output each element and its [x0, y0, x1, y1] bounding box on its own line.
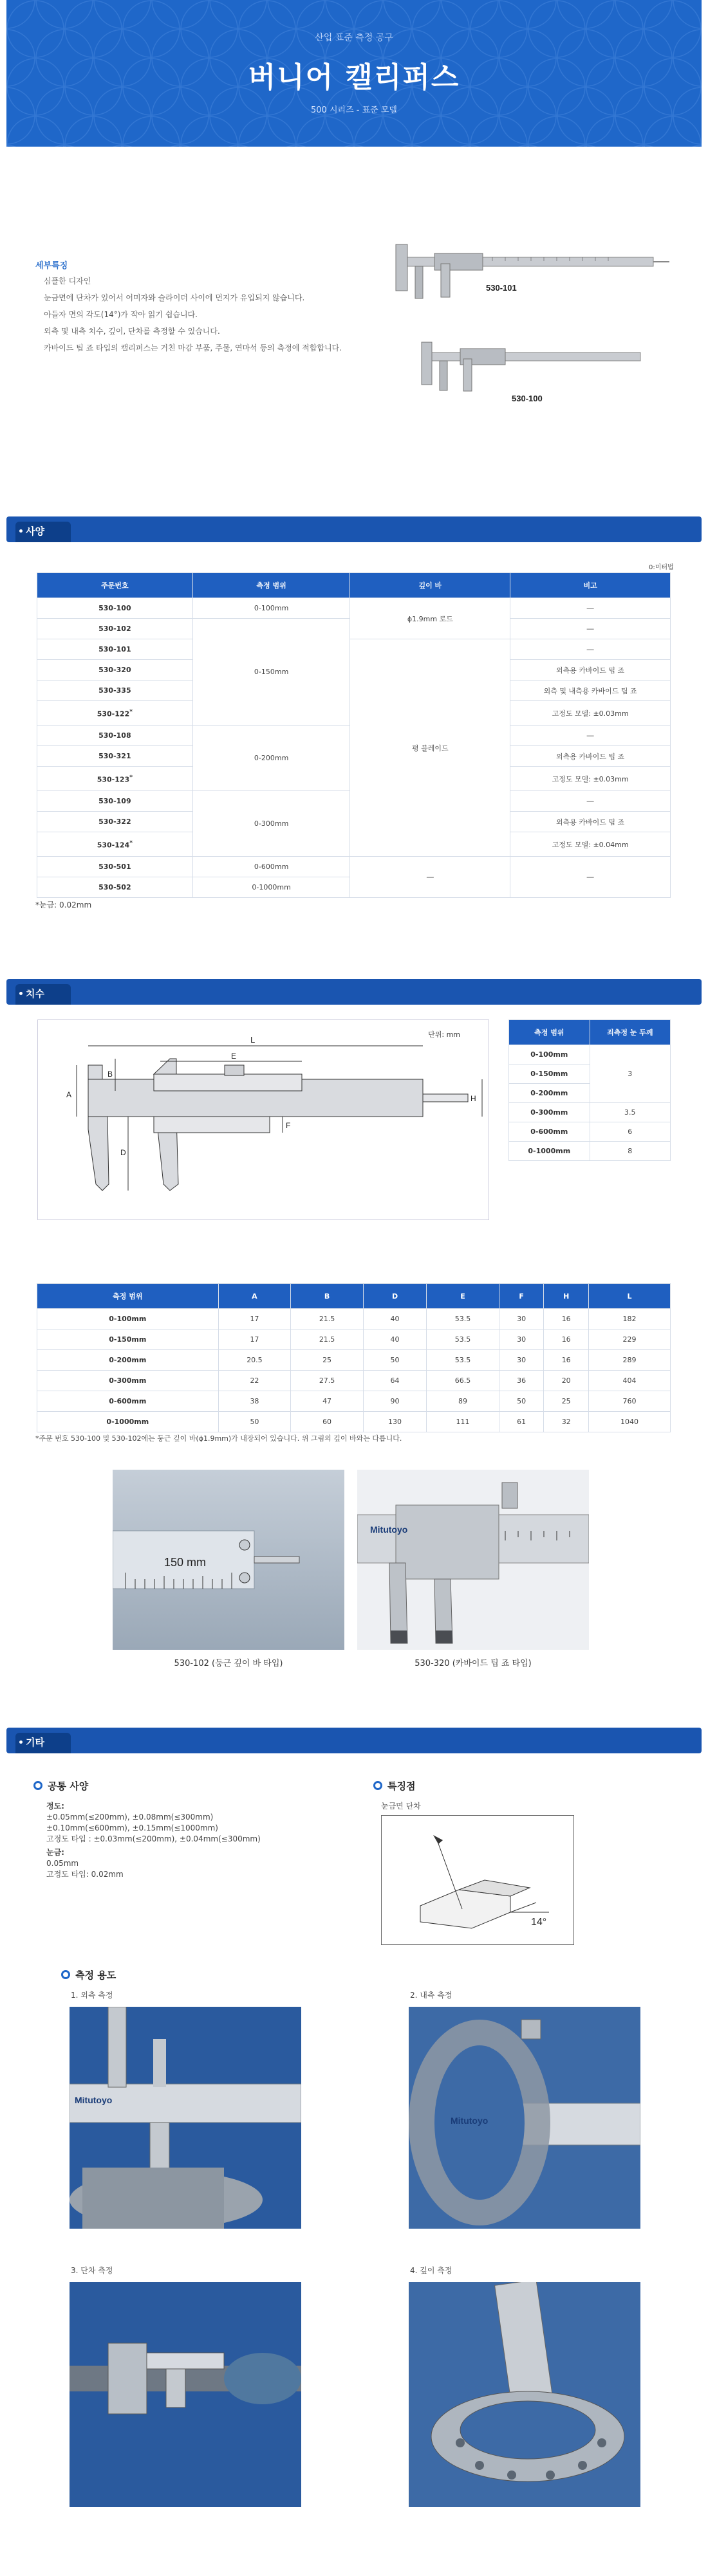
dim-label-D: D: [120, 1148, 126, 1157]
note-cell: 외측용 카바이드 팁 죠: [510, 746, 671, 767]
order-code: 530-102: [37, 619, 193, 639]
tab-dimensions[interactable]: 치수: [15, 984, 71, 1005]
photo-530-320: [357, 1470, 589, 1650]
outer-measure-photo: [70, 2007, 301, 2229]
value-cell: 64: [363, 1371, 426, 1391]
range-cell: 0-1000mm: [192, 877, 350, 898]
accuracy-line: 고정도 타입 : ±0.03mm(≤200mm), ±0.04mm(≤300mm): [46, 1834, 261, 1843]
value-cell: 16: [544, 1350, 589, 1371]
graduation-line: 고정도 타입: 0.02mm: [46, 1870, 124, 1879]
value-cell: 40: [363, 1309, 426, 1329]
value-cell: 20.5: [218, 1350, 291, 1371]
range-cell: 0-200mm: [509, 1084, 590, 1103]
caliper-530-101-image: [377, 238, 673, 309]
value-cell: 130: [363, 1412, 426, 1432]
value-cell: 30: [499, 1309, 544, 1329]
common-spec-body: [46, 1801, 317, 1880]
table-row: [37, 1371, 671, 1391]
value-cell: 16: [544, 1329, 589, 1350]
value-cell: 40: [363, 1329, 426, 1350]
photo-530-102: [113, 1470, 344, 1650]
value-cell: 21.5: [291, 1309, 364, 1329]
range-cell: 0-100mm: [192, 598, 350, 619]
range-cell: 0-200mm: [192, 726, 350, 791]
dim-label-B: B: [107, 1070, 113, 1079]
note-cell: ―: [510, 619, 671, 639]
use-caption: 1. 외측 측정: [71, 1991, 113, 2000]
note-cell: ―: [510, 791, 671, 812]
value-cell: 53.5: [427, 1350, 499, 1371]
value-cell: 21.5: [291, 1329, 364, 1350]
order-code: 530-322: [37, 812, 193, 832]
depth-cell: 평 블레이드: [350, 639, 510, 857]
value-cell: 50: [363, 1350, 426, 1371]
value-cell: 22: [218, 1371, 291, 1391]
feature-point-title: 특징점: [373, 1779, 415, 1793]
range-cell: 0-100mm: [37, 1309, 219, 1329]
step-measure-photo: [70, 2282, 301, 2507]
inner-measure-photo: [409, 2007, 640, 2229]
value-cell: 25: [544, 1391, 589, 1412]
value-cell: 32: [544, 1412, 589, 1432]
value-cell: 1040: [589, 1412, 671, 1432]
brand-text: Mitutoyo: [370, 1524, 408, 1535]
table-row: [37, 1350, 671, 1371]
brand-text: Mitutoyo: [451, 2115, 489, 2126]
use-caption: 3. 단차 측정: [71, 2266, 113, 2275]
use-caption: 2. 내측 측정: [410, 1991, 452, 2000]
note-cell: 고정도 모델: ±0.03mm: [510, 767, 671, 791]
order-code: 530-108: [37, 726, 193, 746]
depth-cell: ―: [350, 857, 510, 898]
dim-label-L: L: [250, 1035, 256, 1045]
value-cell: 760: [589, 1391, 671, 1412]
value-cell: 30: [499, 1329, 544, 1350]
value-cell: 60: [291, 1412, 364, 1432]
order-code: 530-109: [37, 791, 193, 812]
value-cell: 61: [499, 1412, 544, 1432]
value-cell: 27.5: [291, 1371, 364, 1391]
order-code: 530-320: [37, 660, 193, 681]
column-header: 비고: [510, 573, 671, 598]
graduation-label: 눈금:: [46, 1848, 64, 1857]
note-cell: 고정도 모델: ±0.04mm: [510, 832, 671, 857]
value-cell: 111: [427, 1412, 499, 1432]
photo-caption: 530-320 (카바이드 팁 죠 타입): [415, 1659, 532, 1668]
range-cell: 0-1000mm: [37, 1412, 219, 1432]
value-cell: 3: [590, 1045, 670, 1103]
graduation-line: 0.05mm: [46, 1859, 79, 1868]
range-cell: 0-600mm: [37, 1391, 219, 1412]
step-diagram: [381, 1815, 574, 1945]
accuracy-line: ±0.05mm(≤200mm), ±0.08mm(≤300mm): [46, 1813, 214, 1822]
spec-table: [37, 572, 671, 898]
feature-item: 카바이드 팁 죠 타입의 캘리퍼스는 거친 마감 부품, 주물, 연마석 등의 측정에 적합합니다.: [44, 343, 342, 352]
note-cell: 외측 및 내측용 카바이드 팁 죠: [510, 681, 671, 701]
value-cell: 53.5: [427, 1309, 499, 1329]
features-title: 세부특징: [35, 261, 68, 271]
table-row: [37, 1309, 671, 1329]
column-header: H: [544, 1284, 589, 1309]
value-cell: 66.5: [427, 1371, 499, 1391]
photo-caption: 530-102 (둥근 깊이 바 타입): [174, 1659, 283, 1668]
range-cell: 0-600mm: [192, 857, 350, 877]
value-cell: 16: [544, 1309, 589, 1329]
caliper-530-100-image: [402, 340, 660, 410]
accuracy-line: ±0.10mm(≤600mm), ±0.15mm(≤1000mm): [46, 1823, 218, 1832]
column-header: 깊이 바: [350, 573, 510, 598]
column-header: 측정 범위: [37, 1284, 219, 1309]
range-cell: 0-150mm: [509, 1064, 590, 1084]
table-row: [37, 1412, 671, 1432]
range-cell: 0-100mm: [509, 1045, 590, 1064]
order-code: 530-502: [37, 877, 193, 898]
order-code: 530-501: [37, 857, 193, 877]
hero-category: 산업 표준 측정 공구: [315, 33, 393, 43]
value-cell: 404: [589, 1371, 671, 1391]
value-cell: 47: [291, 1391, 364, 1412]
value-cell: 17: [218, 1309, 291, 1329]
accuracy-label: 정도:: [46, 1802, 64, 1811]
etc-section-bar: [6, 1728, 702, 1753]
dim-label-E: E: [231, 1052, 237, 1061]
uses-title: 측정 용도: [61, 1968, 116, 1982]
range-cell: 0-150mm: [192, 619, 350, 726]
column-header: F: [499, 1284, 544, 1309]
column-header: 죄측정 눈 두께: [590, 1020, 670, 1045]
feature-item: 심플한 디자인: [44, 277, 91, 286]
feature-item: 눈금면에 단차가 있어서 어미자와 슬라이더 사이에 먼지가 유입되지 않습니다.: [44, 293, 305, 302]
caliper-diagram: [38, 1020, 489, 1219]
column-header: D: [363, 1284, 426, 1309]
value-cell: 229: [589, 1329, 671, 1350]
value-cell: 3.5: [590, 1103, 670, 1122]
order-code: 530-335: [37, 681, 193, 701]
value-cell: 90: [363, 1391, 426, 1412]
value-cell: 89: [427, 1391, 499, 1412]
angle-label: 14°: [531, 1917, 547, 1928]
order-code: 530-100: [37, 598, 193, 619]
column-header: L: [589, 1284, 671, 1309]
value-cell: 8: [590, 1142, 670, 1161]
brand-text: Mitutoyo: [75, 2095, 113, 2105]
common-spec-title: 공통 사양: [33, 1779, 88, 1793]
product-label: 530-101: [486, 283, 517, 293]
jaw-thickness-table: [508, 1019, 671, 1161]
value-cell: 50: [499, 1391, 544, 1412]
dim-label-F: F: [286, 1121, 291, 1130]
dim-label-A: A: [66, 1090, 72, 1099]
value-cell: 50: [218, 1412, 291, 1432]
note-cell: ―: [510, 639, 671, 660]
feature-point-sub: 눈금면 단차: [381, 1802, 421, 1811]
spec-section-bar: [6, 516, 702, 542]
column-header: 측정 범위: [509, 1020, 590, 1045]
ruler-text: 150 mm: [164, 1556, 207, 1569]
unit-note: 0:미터법: [649, 564, 674, 571]
order-code: 530-122*: [37, 701, 193, 726]
dimension-diagram: [37, 1019, 489, 1220]
range-cell: 0-300mm: [192, 791, 350, 857]
dim-footnote: *주문 번호 530-100 및 530-102에는 둥근 깊이 바(ɸ1.9mm)가 내장되어 있습니다. 위 그림의 깊이 바와는 다릅니다.: [35, 1434, 402, 1443]
feature-item: 아들자 면의 각도(14°)가 작아 읽기 쉽습니다.: [44, 310, 198, 319]
value-cell: 53.5: [427, 1329, 499, 1350]
table-row: [37, 1391, 671, 1412]
value-cell: 30: [499, 1350, 544, 1371]
note-cell: 고정도 모델: ±0.03mm: [510, 701, 671, 726]
spec-footnote: *눈금: 0.02mm: [35, 900, 92, 909]
note-cell: ―: [510, 598, 671, 619]
column-header: B: [291, 1284, 364, 1309]
value-cell: 36: [499, 1371, 544, 1391]
value-cell: 17: [218, 1329, 291, 1350]
range-cell: 0-150mm: [37, 1329, 219, 1350]
product-label: 530-100: [512, 394, 543, 403]
column-header: E: [427, 1284, 499, 1309]
note-cell: 외측용 카바이드 팁 죠: [510, 660, 671, 681]
depth-measure-photo: [409, 2282, 640, 2507]
use-caption: 4. 깊이 측정: [410, 2266, 452, 2275]
note-cell: ―: [510, 857, 671, 898]
feature-item: 외측 및 내측 치수, 깊이, 단차를 측정할 수 있습니다.: [44, 327, 220, 336]
value-cell: 289: [589, 1350, 671, 1371]
tab-etc[interactable]: 기타: [15, 1733, 71, 1753]
value-cell: 20: [544, 1371, 589, 1391]
column-header: 측정 범위: [192, 573, 350, 598]
page-title: 버니어 캘리퍼스: [248, 61, 460, 94]
range-cell: 0-600mm: [509, 1122, 590, 1142]
column-header: 주문번호: [37, 573, 193, 598]
depth-cell: ɸ1.9mm 로드: [350, 598, 510, 639]
value-cell: 6: [590, 1122, 670, 1142]
value-cell: 25: [291, 1350, 364, 1371]
table-row: [37, 1329, 671, 1350]
dim-section-bar: [6, 979, 702, 1005]
dim-label-H: H: [470, 1094, 476, 1103]
order-code: 530-123*: [37, 767, 193, 791]
range-cell: 0-1000mm: [509, 1142, 590, 1161]
unit-label: 단위: mm: [428, 1030, 460, 1039]
hero-banner: [6, 0, 702, 147]
column-header: A: [218, 1284, 291, 1309]
note-cell: ―: [510, 726, 671, 746]
order-code: 530-101: [37, 639, 193, 660]
range-cell: 0-300mm: [509, 1103, 590, 1122]
features-list: [44, 275, 366, 354]
order-code: 530-124*: [37, 832, 193, 857]
order-code: 530-321: [37, 746, 193, 767]
tab-spec[interactable]: 사양: [15, 522, 71, 542]
hero-series: 500 시리즈 - 표준 모델: [311, 105, 397, 115]
range-cell: 0-200mm: [37, 1350, 219, 1371]
dimension-table: [37, 1283, 671, 1432]
value-cell: 182: [589, 1309, 671, 1329]
value-cell: 38: [218, 1391, 291, 1412]
note-cell: 외측용 카바이드 팁 죠: [510, 812, 671, 832]
range-cell: 0-300mm: [37, 1371, 219, 1391]
